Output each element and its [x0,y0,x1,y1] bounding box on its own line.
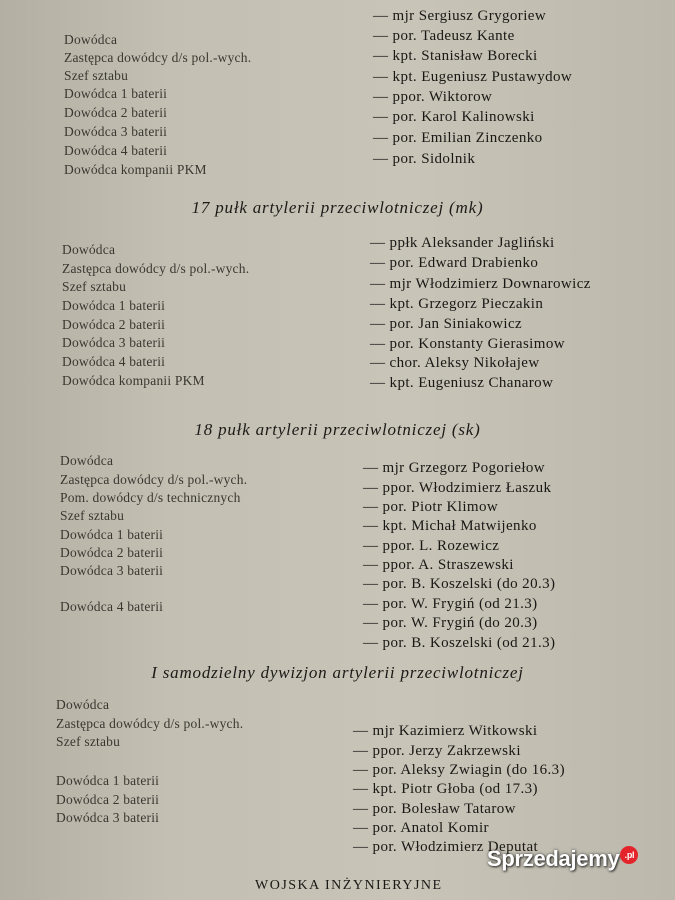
role-line: Dowódca 3 baterii [60,563,164,578]
role-line: Dowódca 4 baterii [64,143,168,158]
role-line: Szef sztabu [56,734,121,749]
person-line: — mjr Sergiusz Grygoriew [373,8,547,24]
watermark-tld: .pl [620,846,638,864]
role-line: Dowódca 2 baterii [62,317,166,332]
role-line: Dowódca [64,32,118,47]
person-line: — kpt. Michał Matwijenko [363,518,537,534]
person-line: — por. Włodzimierz Deputat [353,839,539,855]
person-line: — por. B. Koszelski (do 20.3) [363,576,556,592]
role-line: Zastępca dowódcy d/s pol.-wych. [56,716,244,731]
role-line: Dowódca 2 baterii [64,105,168,120]
person-line: — por. Emilian Zinczenko [373,130,543,146]
role-line: Dowódca 1 baterii [60,527,164,542]
role-line: Dowódca 4 baterii [62,354,166,369]
watermark-logo [487,846,638,872]
person-line: — ppor. Jerzy Zakrzewski [353,743,521,759]
person-line: — kpt. Stanisław Borecki [373,48,538,64]
role-line: Szef sztabu [60,508,125,523]
role-line: Dowódca 2 baterii [60,545,164,560]
person-line: — por. Aleksy Zwiagin (do 16.3) [353,762,565,778]
person-line: — mjr Włodzimierz Downarowicz [370,276,591,292]
person-line: — por. Piotr Klimow [363,499,499,515]
role-line: Dowódca 1 baterii [56,773,160,788]
role-line: Pom. dowódcy d/s technicznych [60,490,241,505]
person-line: — por. Karol Kalinowski [373,109,535,125]
role-line: Dowódca kompanii PKM [64,162,207,177]
role-line: Szef sztabu [62,279,127,294]
person-line: — ppłk Aleksander Jagliński [370,235,555,251]
role-line: Dowódca 1 baterii [64,86,168,101]
chapter-heading: WOJSKA INŻYNIERYJNE [255,878,443,893]
person-line: — mjr Grzegorz Pogoriełow [363,460,546,476]
person-line: — kpt. Eugeniusz Chanarow [370,375,554,391]
person-line: — kpt. Grzegorz Pieczakin [370,296,544,312]
section-heading: 18 pułk artylerii przeciwlotniczej (sk) [194,420,481,439]
role-line: Dowódca 2 baterii [56,792,160,807]
person-line: — por. B. Koszelski (od 21.3) [363,635,556,651]
role-line: Dowódca [62,242,116,257]
role-line: Zastępca dowódcy d/s pol.-wych. [62,261,250,276]
person-line: — kpt. Eugeniusz Pustawydow [373,69,573,85]
role-line: Dowódca 4 baterii [60,599,164,614]
role-line: Dowódca 3 baterii [56,810,160,825]
section-heading: I samodzielny dywizjon artylerii przeciwlotniczej [151,663,524,682]
person-line: — por. W. Frygiń (od 21.3) [363,596,538,612]
person-line: — chor. Aleksy Nikołajew [370,355,540,371]
role-line: Dowódca [56,697,110,712]
person-line: — por. Bolesław Tatarow [353,801,516,817]
person-line: — por. Konstanty Gierasimow [370,336,565,352]
person-line: — por. Jan Siniakowicz [370,316,523,332]
role-line: Dowódca kompanii PKM [62,373,205,388]
role-line: Dowódca 3 baterii [62,335,166,350]
person-line: — ppor. A. Straszewski [363,557,514,573]
person-line: — por. Anatol Komir [353,820,489,836]
role-line: Dowódca 3 baterii [64,124,168,139]
watermark-brand: Sprzedajemy [487,846,620,871]
person-line: — por. Edward Drabienko [370,255,539,271]
person-line: — por. Sidolnik [373,151,476,167]
person-line: — ppor. L. Rozewicz [363,538,500,554]
role-line: Dowódca [60,453,114,468]
section-heading: 17 pułk artylerii przeciwlotniczej (mk) [191,198,484,217]
role-line: Zastępca dowódcy d/s pol.-wych. [64,50,252,65]
role-line: Zastępca dowódcy d/s pol.-wych. [60,472,248,487]
person-line: — kpt. Piotr Głoba (od 17.3) [353,781,538,797]
person-line: — mjr Kazimierz Witkowski [353,723,538,739]
role-line: Szef sztabu [64,68,129,83]
person-line: — por. Tadeusz Kante [373,28,515,44]
person-line: — ppor. Włodzimierz Łaszuk [363,480,552,496]
person-line: — por. W. Frygiń (do 20.3) [363,615,538,631]
person-line: — ppor. Wiktorow [373,89,493,105]
role-line: Dowódca 1 baterii [62,298,166,313]
